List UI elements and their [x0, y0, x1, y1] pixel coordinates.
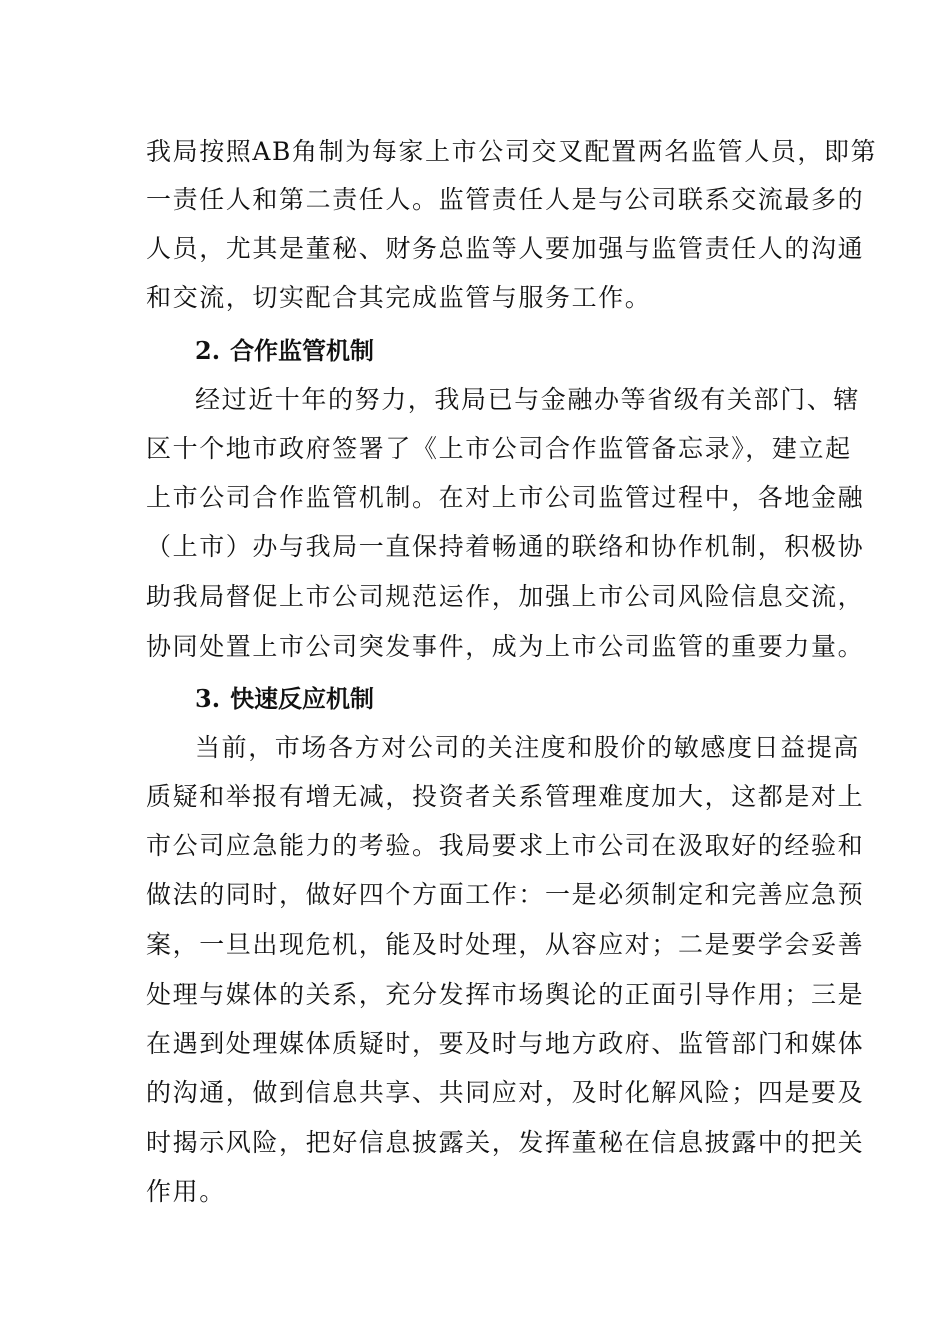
paragraph-3-line-4: 做法的同时，做好四个方面工作：一是必须制定和完善应急预 — [146, 880, 865, 909]
section-heading-2-title: 合作监管机制 — [230, 337, 375, 365]
paragraph-2-line-1: 经过近十年的努力，我局已与金融办等省级有关部门、辖 — [195, 385, 861, 414]
paragraph-3-line-5: 案，一旦出现危机，能及时处理，从容应对；二是要学会妥善 — [146, 930, 865, 959]
paragraph-3-line-1: 当前，市场各方对公司的关注度和股价的敏感度日益提高 — [195, 733, 861, 762]
paragraph-3-line-2: 质疑和举报有增无减，投资者关系管理难度加大，这都是对上 — [146, 782, 865, 811]
section-heading-3 — [195, 684, 374, 714]
paragraph-3-line-10: 作用。 — [146, 1177, 226, 1206]
paragraph-3-line-3: 市公司应急能力的考验。我局要求上市公司在汲取好的经验和 — [146, 831, 865, 860]
paragraph-2-line-6: 协同处置上市公司突发事件，成为上市公司监管的重要力量。 — [146, 632, 865, 661]
paragraph-2-line-3: 上市公司合作监管机制。在对上市公司监管过程中，各地金融 — [146, 483, 865, 512]
paragraph-1-line-2: 一责任人和第二责任人。监管责任人是与公司联系交流最多的 — [146, 185, 865, 214]
section-heading-3-number: 3. — [195, 684, 221, 713]
paragraph-2-line-4: （上市）办与我局一直保持着畅通的联络和协作机制，积极协 — [146, 532, 865, 561]
section-heading-2 — [195, 336, 374, 366]
paragraph-3-line-6: 处理与媒体的关系，充分发挥市场舆论的正面引导作用；三是 — [146, 980, 865, 1009]
paragraph-3-line-7: 在遇到处理媒体质疑时，要及时与地方政府、监管部门和媒体 — [146, 1029, 865, 1058]
section-heading-2-number: 2. — [195, 336, 221, 365]
paragraph-2-line-2: 区十个地市政府签署了《上市公司合作监管备忘录》，建立起 — [146, 434, 852, 463]
paragraph-1-line-3: 人员，尤其是董秘、财务总监等人要加强与监管责任人的沟通 — [146, 234, 865, 263]
paragraph-3-line-9: 时揭示风险，把好信息披露关，发挥董秘在信息披露中的把关 — [146, 1128, 865, 1157]
paragraph-2-line-5: 助我局督促上市公司规范运作，加强上市公司风险信息交流， — [146, 582, 865, 611]
paragraph-1-line-4: 和交流，切实配合其完成监管与服务工作。 — [146, 283, 652, 312]
paragraph-1-line-1: 我局按照AB角制为每家上市公司交叉配置两名监管人员，即第 — [146, 137, 878, 166]
paragraph-3-line-8: 的沟通，做到信息共享、共同应对，及时化解风险；四是要及 — [146, 1078, 865, 1107]
section-heading-3-title: 快速反应机制 — [230, 685, 375, 713]
